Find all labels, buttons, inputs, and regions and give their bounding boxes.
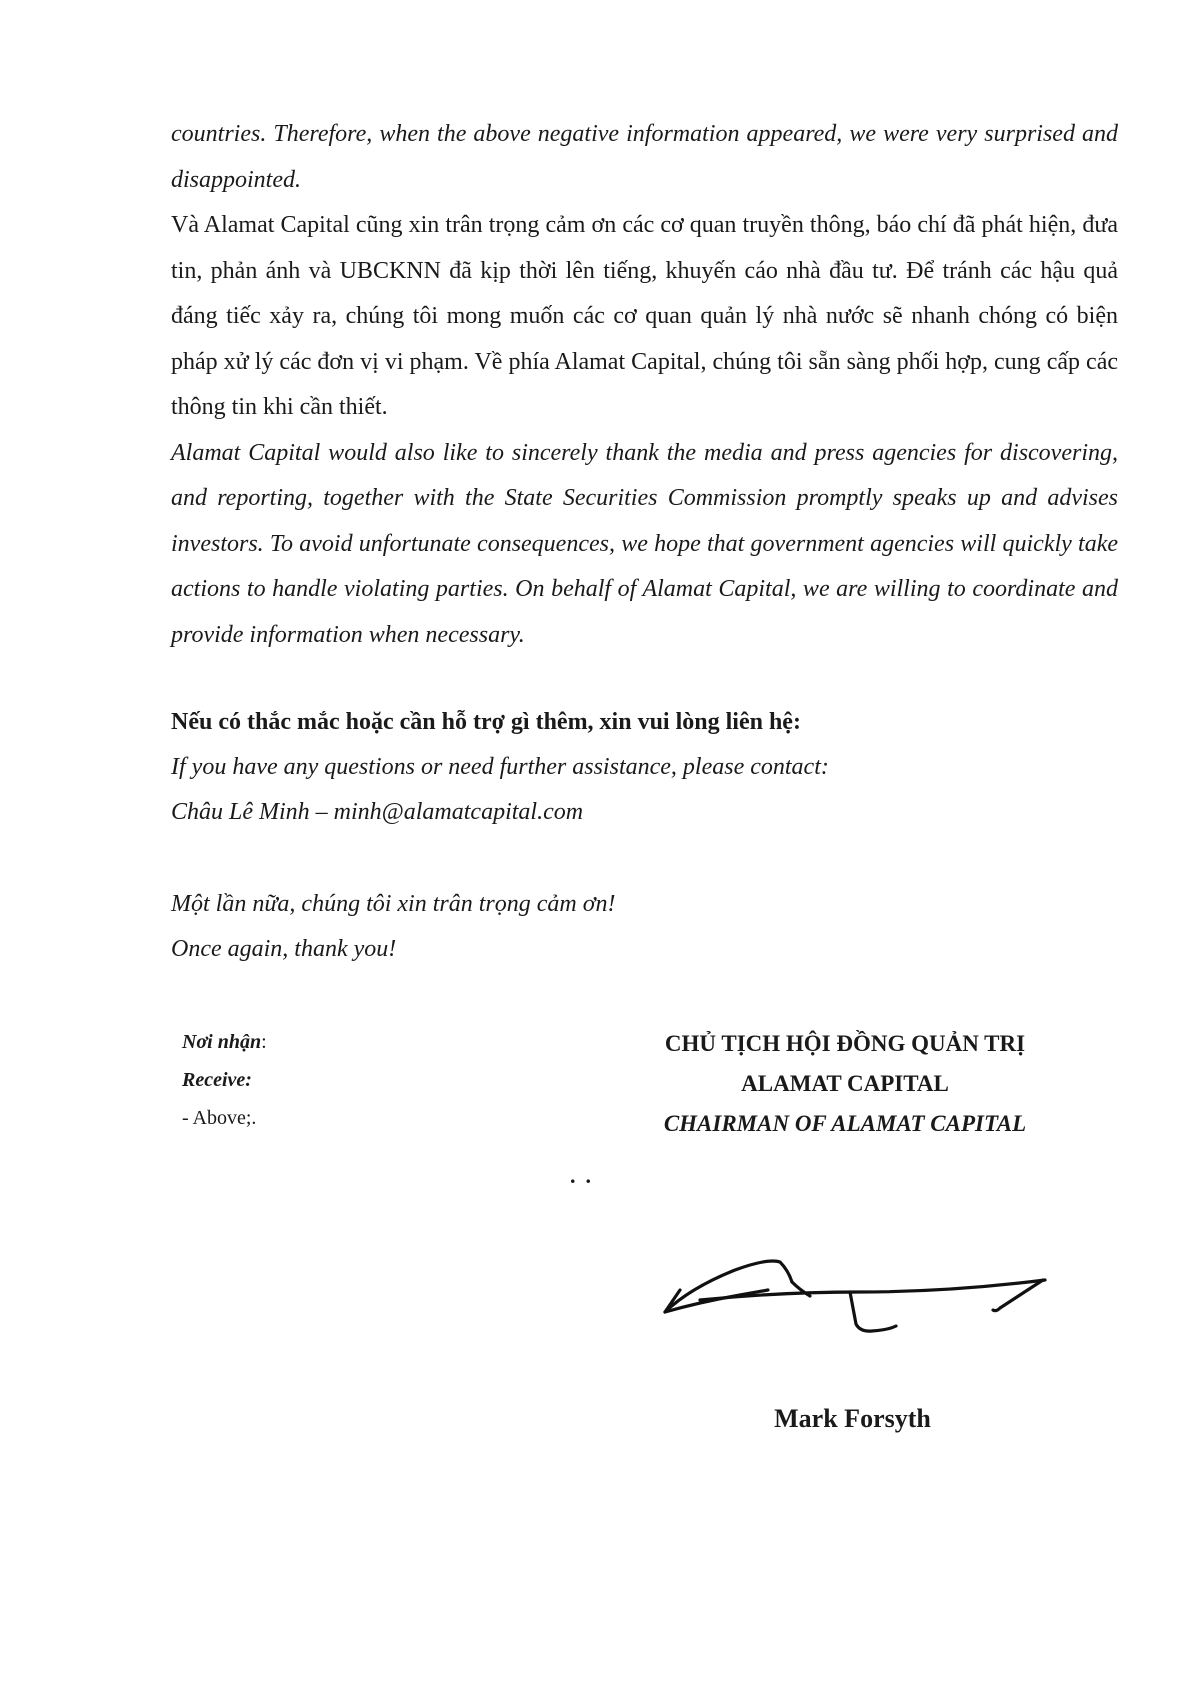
paragraph-vietnamese-2: Và Alamat Capital cũng xin trân trọng cảm ơn các cơ quan truyền thông, báo chí đã phát hiện, đưa tin, phản ánh và UBCKNN đã kịp thời lên tiếng, khuyến cáo nhà đầu tư. Để tránh các hậu quả đáng tiếc xảy ra, chúng tôi mong muốn các cơ quan quản lý nhà nước sẽ nhanh chóng có biện pháp xử lý các đơn vị vi phạm. Về phía Alamat Capital, chúng tôi sẵn sàng phối hợp, cung cấp các thông tin khi cần thiết. [171, 212, 1118, 420]
handwritten-signature [660, 1240, 1090, 1360]
recipients-label-vi: Nơi nhận [182, 1031, 262, 1053]
closing-en: Once again, thank you! [171, 936, 397, 962]
contact-person: Châu Lê Minh – minh@alamatcapital.com [171, 799, 584, 825]
signatory-title-en: CHAIRMAN OF ALAMAT CAPITAL [663, 1111, 1027, 1136]
recipients-label-vi-line [182, 1023, 267, 1061]
recipients-label-en: Receive: [182, 1069, 252, 1091]
paragraph-english-3: Alamat Capital would also like to sincerely thank the media and press agencies for discovering, and reporting, together with the State Securities Commission promptly speaks up and advises investors. To avoid unfortunate consequences, we hope that government agencies will quickly take actions to handle violating parties. On behalf of Alamat Capital, we are willing to coordinate and provide information when necessary. [171, 439, 1118, 648]
signatory-title-vi: CHỦ TỊCH HỘI ĐỒNG QUẢN TRỊ [664, 1031, 1026, 1056]
signer-name: Mark Forsyth [774, 1404, 931, 1433]
closing-section [171, 882, 1071, 972]
signatory-block [580, 1024, 1110, 1144]
contact-section [171, 700, 1071, 835]
letter-body [171, 112, 1118, 658]
contact-heading-en: If you have any questions or need further assistance, please contact: [171, 754, 829, 780]
closing-vi: Một lần nữa, chúng tôi xin trân trọng cảm ơn! [171, 891, 616, 917]
recipients-label-colon: : [261, 1031, 267, 1053]
recipients-block [182, 1023, 267, 1137]
recipients-item: - Above;. [182, 1107, 257, 1129]
stray-dots: .. [570, 1163, 601, 1188]
paragraph-english-1: countries. Therefore, when the above negative information appeared, we were very surprised and disappointed. [171, 121, 1118, 193]
contact-heading-vi: Nếu có thắc mắc hoặc cần hỗ trợ gì thêm, xin vui lòng liên hệ: [171, 709, 801, 735]
signatory-company: ALAMAT CAPITAL [741, 1071, 949, 1096]
